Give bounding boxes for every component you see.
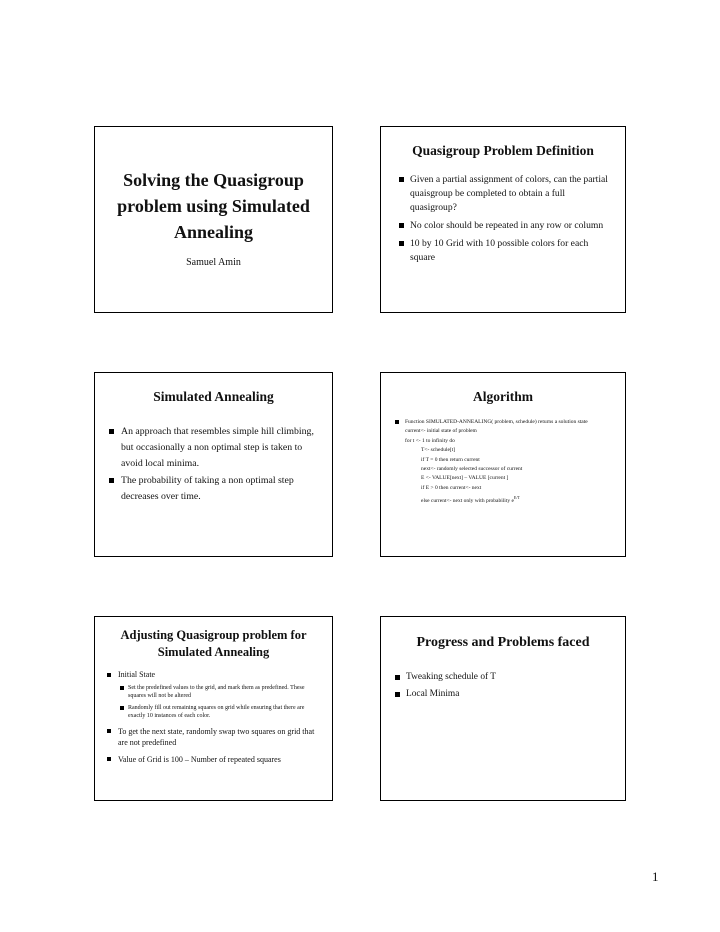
algorithm-pseudocode (395, 418, 617, 506)
bullet-item: To get the next state, randomly swap two squares on grid that are not predefined (107, 726, 322, 749)
algorithm-signature: Function SIMULATED-ANNEALING( problem, schedule) returns a solution state (395, 418, 617, 427)
bullet-list (109, 424, 322, 505)
code-line-text: else current<- next only with probability e (421, 498, 514, 505)
slide-problem-definition (380, 126, 626, 313)
slide-heading: Algorithm (473, 389, 533, 404)
sub-bullet-list (118, 684, 322, 721)
bullet-item: No color should be repeated in any row or column (399, 219, 613, 233)
bullet-item: 10 by 10 Grid with 10 possible colors for each square (399, 237, 613, 265)
slide-heading: Quasigroup Problem Definition (412, 143, 594, 158)
bullet-list (395, 670, 615, 702)
slide-heading: Progress and Problems faced (416, 635, 590, 650)
code-line: if T = 0 then return current (421, 456, 480, 463)
bullet-item: Given a partial assignment of colors, can the partial quaisgroup be completed to obtain a full quasigroup? (399, 173, 613, 215)
bullet-item: An approach that resembles simple hill climbing, but occasionally a non optimal step is taken to avoid local minima. (109, 424, 322, 472)
bullet-item: The probability of taking a non optimal step decreases over time. (109, 473, 322, 505)
slide-heading: Simulated Annealing (153, 389, 274, 404)
slide-algorithm (380, 372, 626, 557)
bullet-item: Local Minima (395, 687, 615, 702)
code-line: for t <- 1 to infinity do (405, 437, 455, 444)
code-line: T<- schedule[t] (421, 447, 456, 454)
code-line: next<- randomly selected successor of current (421, 466, 523, 473)
bullet-list (399, 173, 613, 265)
slide-author: Samuel Amin (186, 257, 241, 268)
slide-heading: Adjusting Quasigroup problem for Simulated Annealing (120, 628, 307, 659)
bullet-item: Tweaking schedule of T (395, 670, 615, 685)
bullet-item (107, 669, 322, 721)
code-line: current<- initial state of problem (405, 428, 477, 435)
slide-progress-problems (380, 616, 626, 801)
sub-bullet-item: Set the predefined values to the grid, and mark them as predefined. These squares will not be altered (118, 684, 322, 701)
bullet-text: Initial State (118, 670, 156, 679)
slide-simulated-annealing (94, 372, 333, 557)
exponent: E/T (513, 495, 520, 501)
page-number: 1 (652, 869, 659, 884)
code-line (395, 493, 617, 506)
sub-bullet-item: Randomly fill out remaining squares on grid while ensuring that there are exactly 10 instances of each color. (118, 704, 322, 721)
code-line: if E > 0 then current<- next (421, 484, 482, 491)
slide-title (94, 126, 333, 313)
slide-title-heading: Solving the Quasigroup problem using Simulated Annealing (117, 170, 310, 242)
bullet-item: Value of Grid is 100 – Number of repeated squares (107, 754, 322, 766)
slide-adjusting-problem (94, 616, 333, 801)
bullet-list (107, 669, 322, 765)
code-line: E <- VALUE[next] – VALUE [current ] (421, 475, 509, 482)
